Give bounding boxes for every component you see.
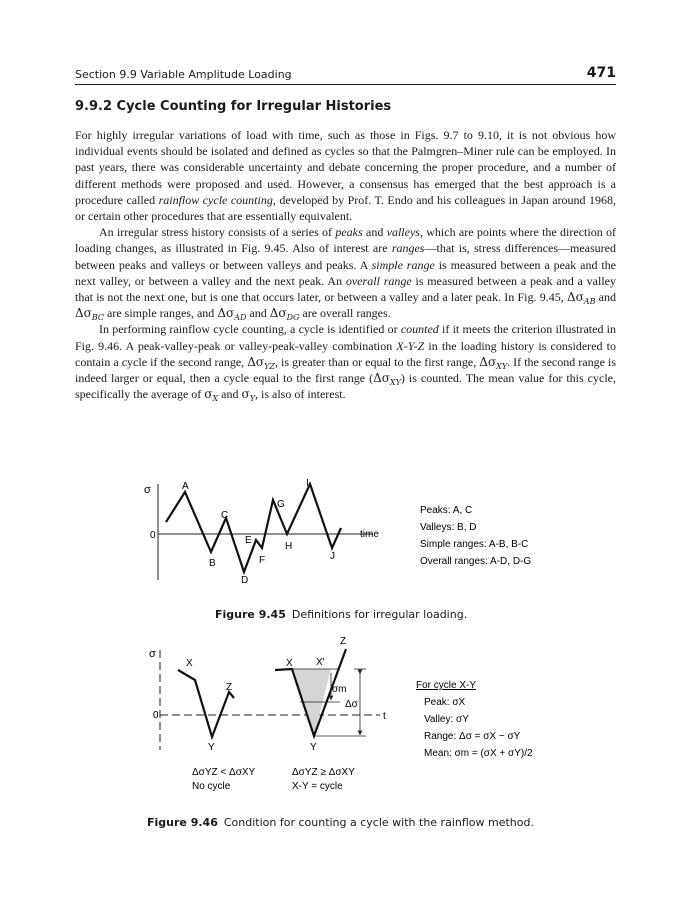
sigma-m-label: σm bbox=[332, 684, 347, 695]
t-axis-label: t bbox=[383, 711, 386, 722]
body-text bbox=[75, 127, 616, 402]
point-label-H: H bbox=[285, 541, 293, 552]
point-label-E: E bbox=[245, 535, 252, 546]
running-header bbox=[75, 66, 616, 84]
range-YZ: $\Delta\sigma_{YZ}$ bbox=[247, 354, 275, 371]
point-label-B: B bbox=[209, 558, 216, 569]
stress-history-line bbox=[166, 484, 341, 572]
sigma-X: $\sigma_X$ bbox=[204, 387, 219, 404]
range-XY: $\Delta\sigma_{XY}$ bbox=[479, 354, 508, 371]
range-DG: $\Delta\sigma_{DG}$ bbox=[269, 306, 300, 323]
right-label-X: X bbox=[286, 658, 293, 669]
legend-valleys: Valleys: B, D bbox=[420, 522, 477, 533]
sigma-axis-label: σ bbox=[149, 648, 156, 660]
cycle-box-peak: Peak: σX bbox=[424, 697, 466, 708]
point-label-F: F bbox=[259, 555, 266, 566]
time-axis-label: time bbox=[360, 529, 379, 540]
point-label-I: I bbox=[306, 478, 309, 489]
right-result: X-Y = cycle bbox=[292, 781, 343, 792]
point-label-A: A bbox=[182, 481, 189, 492]
paragraph-2: An irregular stress history consists of a series of peaks and valleys, which are points where the direction of loading changes, as illustrated in Fig. 9.45. Also of interest are ranges—that is, stress differences—measured between peaks and valleys or between valleys and peaks. A simple range is measured between a peak and the next valley, or between a valley and the next peak. An overall range is measured between a peak and a valley that is not the next one, but is one that occurs later, or between a valley and a later peak. In Fig. 9.45, $\Delta\sigma_{AB}$ and $\Delta\sigma_{BC}$ are simple ranges, and $\Delta\sigma_{AD}$ and $\Delta\sigma_{DG}$ are overall ranges. bbox=[75, 225, 617, 323]
left-result: No cycle bbox=[192, 781, 231, 792]
point-label-G: G bbox=[277, 499, 285, 510]
delta-sigma-label: Δσ bbox=[345, 699, 358, 710]
zero-label: 0 bbox=[150, 530, 156, 541]
cycle-box-mean: Mean: σm = (σX + σY)/2 bbox=[424, 748, 533, 759]
right-condition: ΔσYZ ≥ ΔσXY bbox=[292, 767, 355, 778]
point-label-C: C bbox=[221, 510, 229, 521]
point-label-D: D bbox=[241, 575, 249, 586]
sigma-Y: $\sigma_Y$ bbox=[241, 387, 255, 404]
paragraph-1: For highly irregular variations of load with time, such as those in Figs. 9.7 to 9.10, it is not obvious how individual events should be isolated and defined as cycles so that the Palmgren–Miner rule can be employed. In past years, there was considerable uncertainty and debate concerning the proper procedure, and a number of different methods were proposed and used. However, a consensus has emerged that the best approach is a procedure called rainflow cycle counting, developed by Prof. T. Endo and his colleagues in Japan around 1968, or certain other procedures that are essentially equivalent. bbox=[75, 128, 617, 224]
sigma-axis-label: σ bbox=[144, 484, 151, 496]
left-label-Z: Z bbox=[226, 682, 233, 693]
legend-overall-ranges: Overall ranges: A-D, D-G bbox=[420, 556, 532, 567]
left-condition: ΔσYZ < ΔσXY bbox=[192, 767, 256, 778]
range-BC: $\Delta\sigma_{BC}$ bbox=[75, 306, 105, 323]
header-rule bbox=[75, 84, 616, 85]
figure-9-46 bbox=[140, 632, 560, 798]
no-cycle-history-line bbox=[178, 670, 234, 737]
cycle-box-title: For cycle X-Y bbox=[416, 680, 477, 691]
legend-simple-ranges: Simple ranges: A-B, B-C bbox=[420, 539, 529, 550]
right-label-Xprime: X' bbox=[316, 657, 325, 668]
left-label-X: X bbox=[186, 658, 193, 669]
range-XY-2: $\Delta\sigma_{XY}$ bbox=[373, 371, 401, 388]
right-label-Z: Z bbox=[340, 636, 347, 647]
figure-9-46-caption: Figure 9.46 Condition for counting a cycle with the rainflow method. bbox=[147, 816, 534, 829]
page-number: 471 bbox=[586, 65, 616, 81]
cycle-box-range: Range: Δσ = σX − σY bbox=[424, 731, 521, 742]
running-header-section: Section 9.9 Variable Amplitude Loading bbox=[75, 68, 292, 81]
right-label-Y: Y bbox=[310, 742, 317, 753]
figure-9-45-caption: Figure 9.45 Definitions for irregular loading. bbox=[215, 608, 468, 621]
section-title: 9.9.2 Cycle Counting for Irregular Histories bbox=[75, 99, 392, 114]
figure-9-45 bbox=[130, 474, 570, 596]
range-AD: $\Delta\sigma_{AD}$ bbox=[217, 306, 247, 323]
paragraph-3: In performing rainflow cycle counting, a cycle is identified or counted if it meets the criterion illustrated in Fig. 9.46. A peak-valley-peak or valley-peak-valley combination X-Y-Z in the loading history is considered to contain a cycle if the second range, $\Delta\sigma_{YZ}$, is greater than or equal to the first range, $\Delta\sigma_{XY}$. If the second range is indeed larger or equal, then a cycle equal to the first range $(\Delta\sigma_{XY})$ is counted. The mean value for this cycle, specifically the average of $\sigma_X$ and $\sigma_Y$, is also of interest. bbox=[75, 322, 616, 404]
legend-peaks: Peaks: A, C bbox=[420, 505, 473, 516]
point-label-J: J bbox=[330, 551, 335, 562]
zero-label: 0 bbox=[153, 710, 159, 721]
cycle-box-valley: Valley: σY bbox=[424, 714, 469, 725]
range-AB: $\Delta\sigma_{AB}$ bbox=[566, 290, 596, 307]
left-label-Y: Y bbox=[208, 742, 215, 753]
